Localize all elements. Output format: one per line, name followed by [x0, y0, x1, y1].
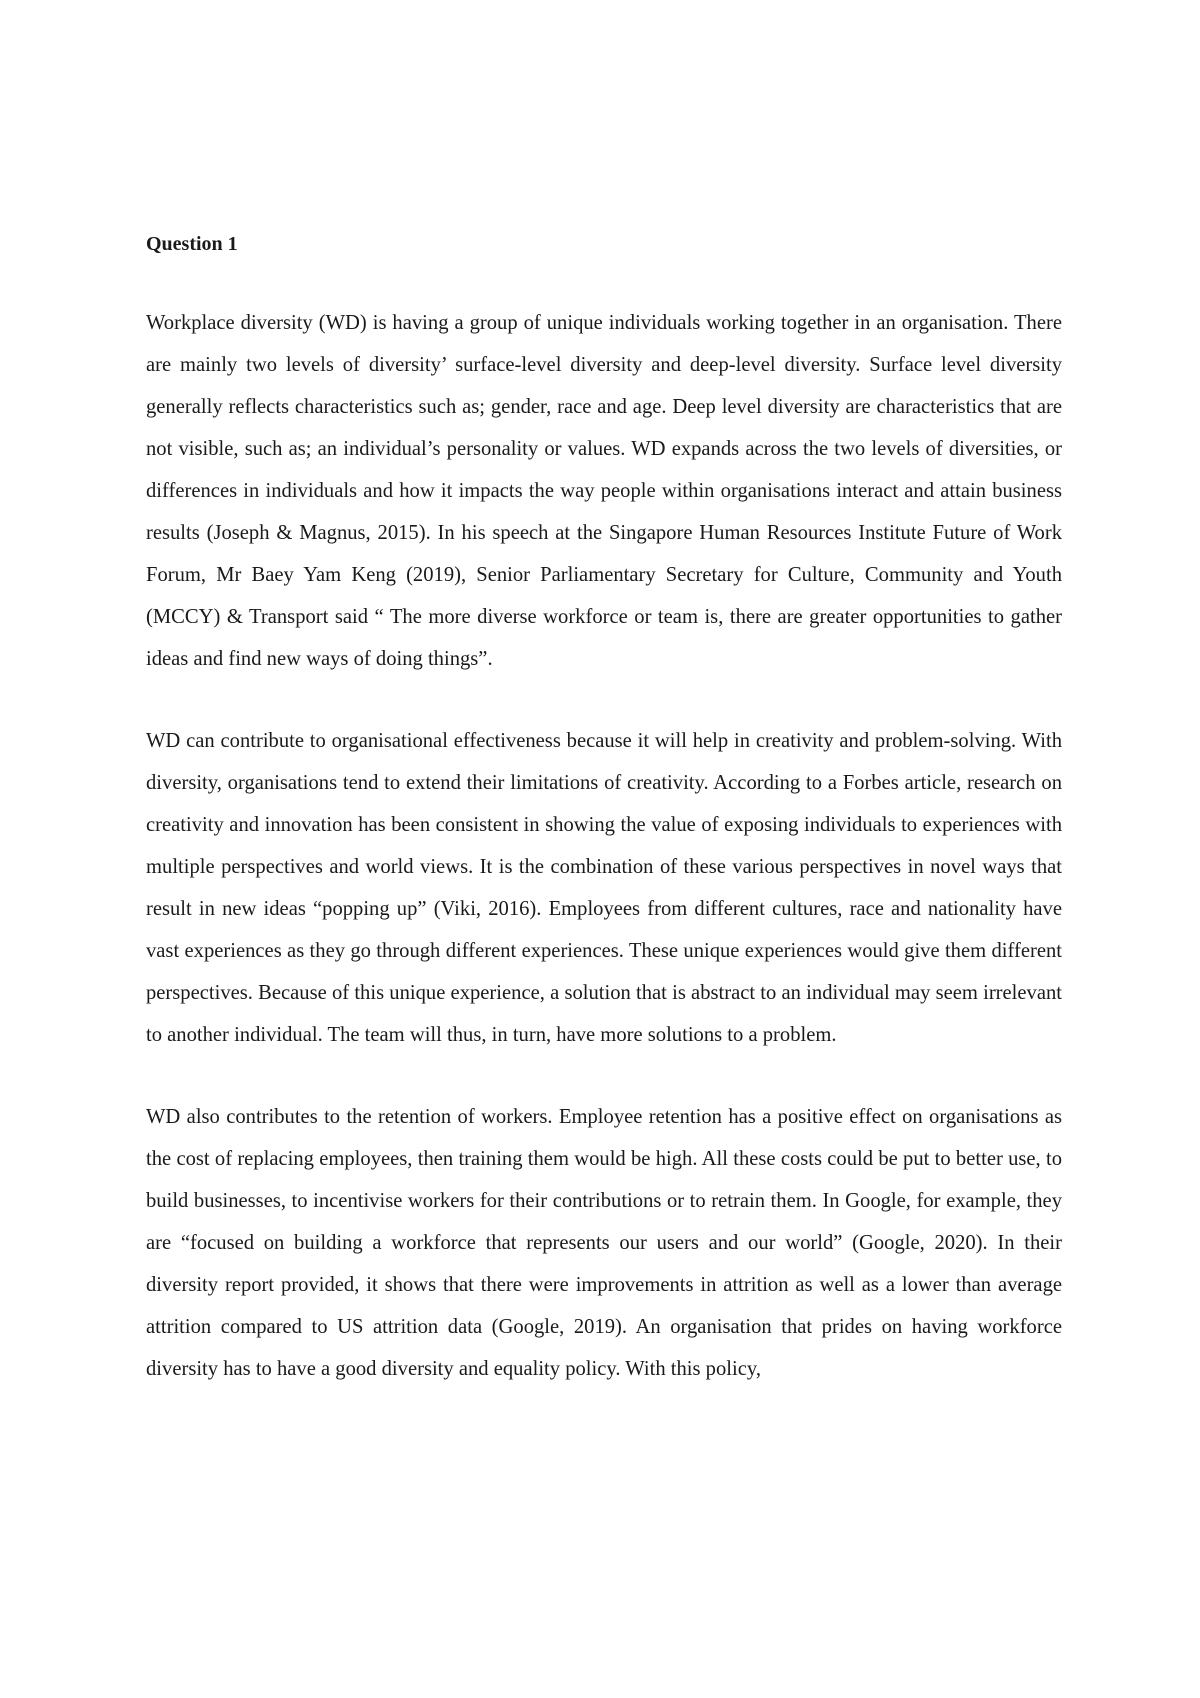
- paragraph-creativity: WD can contribute to organisational effectiveness because it will help in creativity and problem-solving. With diversity, organisations tend to extend their limitations of creativity. According to a Forbes article, research on creativity and innovation has been consistent in showing the value of exposing individuals to experiences with multiple perspectives and world views. It is the combination of these various perspectives in novel ways that result in new ideas “popping up” (Viki, 2016). Employees from different cultures, race and nationality have vast experiences as they go through different experiences. These unique experiences would give them different perspectives. Because of this unique experience, a solution that is abstract to an individual may seem irrelevant to another individual. The team will thus, in turn, have more solutions to a problem.: [146, 730, 1062, 1046]
- question-heading: Question 1: [146, 233, 238, 255]
- paragraph-definition: Workplace diversity (WD) is having a group of unique individuals working together in an organisation. There are mainly two levels of diversity’ surface-level diversity and deep-level diversity. Surface level diversity generally reflects characteristics such as; gender, race and age. Deep level diversity are characteristics that are not visible, such as; an individual’s personality or values. WD expands across the two levels of diversities, or differences in individuals and how it impacts the way people within organisations interact and attain business results (Joseph & Magnus, 2015). In his speech at the Singapore Human Resources Institute Future of Work Forum, Mr Baey Yam Keng (2019), Senior Parliamentary Secretary for Culture, Community and Youth (MCCY) & Transport said “ The more diverse workforce or team is, there are greater opportunities to gather ideas and find new ways of doing things”.: [146, 312, 1062, 670]
- document-page: [146, 232, 1062, 1430]
- paragraph-retention: WD also contributes to the retention of workers. Employee retention has a positive effect on organisations as the cost of replacing employees, then training them would be high. All these costs could be put to better use, to build businesses, to incentivise workers for their contributions or to retrain them. In Google, for example, they are “focused on building a workforce that represents our users and our world” (Google, 2020). In their diversity report provided, it shows that there were improvements in attrition as well as a lower than average attrition compared to US attrition data (Google, 2019). An organisation that prides on having workforce diversity has to have a good diversity and equality policy. With this policy,: [146, 1106, 1062, 1380]
